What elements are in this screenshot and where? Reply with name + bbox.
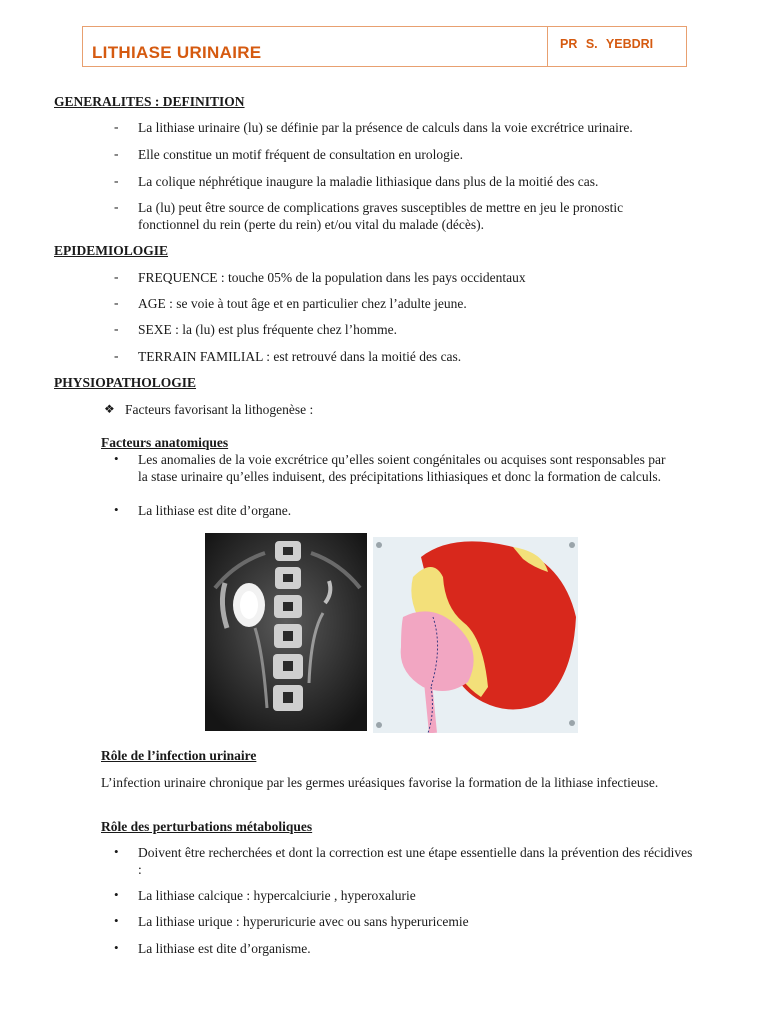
section-heading-epidemiologie: EPIDEMIOLOGIE: [54, 243, 169, 258]
list-item: La colique néphrétique inaugure la maladie lithiasique dans plus de la moitié des cas.: [138, 174, 599, 189]
list-item: Les anomalies de la voie excrétrice qu’elles soient congénitales ou acquises sont responsables par la stase urinaire qu’elles induisent, des précipitations lithiasiques et donc la formation de calculs.: [138, 452, 666, 484]
list-item: La lithiase urinaire (lu) se définie par la présence de calculs dans la voie excrétrice urinaire.: [138, 120, 633, 135]
dash-marker: -: [114, 348, 119, 363]
bullet-marker: •: [114, 913, 119, 928]
document-title: LITHIASE URINAIRE: [83, 27, 548, 66]
bullet-marker: •: [114, 451, 119, 466]
dash-marker: -: [114, 199, 119, 214]
section-heading-physiopathologie: PHYSIOPATHOLOGIE: [54, 375, 197, 390]
urography-xray-image: [205, 533, 367, 731]
dash-marker: -: [114, 119, 119, 134]
dash-marker: -: [114, 321, 119, 336]
subsection-intro: Facteurs favorisant la lithogenèse :: [125, 402, 314, 417]
list-item: La lithiase urique : hyperuricurie avec ou sans hyperuricemie: [138, 914, 469, 929]
list-item: La (lu) peut être source de complications graves susceptibles de mettre en jeu le pronostic fonctionnel du rein (perte du rein) et/ou vital du malade (décès).: [138, 200, 624, 232]
bullet-marker: •: [114, 844, 119, 859]
paragraph-infection: L’infection urinaire chronique par les germes uréasiques favorise la formation de la lithiase infectieuse.: [101, 775, 659, 790]
bullet-marker: •: [114, 502, 119, 517]
kidney-illustration-image: [373, 537, 578, 733]
section-heading-generalites: GENERALITES : DEFINITION: [54, 94, 245, 109]
subheading-metaboliques: Rôle des perturbations métaboliques: [101, 819, 313, 834]
list-item: La lithiase est dite d’organisme.: [138, 941, 311, 956]
document-header: [82, 26, 687, 67]
bullet-marker: •: [114, 940, 119, 955]
dash-marker: -: [114, 295, 119, 310]
subheading-infection: Rôle de l’infection urinaire: [101, 748, 257, 763]
dash-marker: -: [114, 173, 119, 188]
list-item: Doivent être recherchées et dont la correction est une étape essentielle dans la prévention des récidives :: [138, 845, 693, 877]
subheading-anatomiques: Facteurs anatomiques: [101, 435, 229, 450]
document-author: PR S. YEBDRI: [560, 36, 654, 51]
list-item: FREQUENCE : touche 05% de la population dans les pays occidentaux: [138, 270, 526, 285]
bullet-marker: •: [114, 887, 119, 902]
list-item: AGE : se voie à tout âge et en particulier chez l’adulte jeune.: [138, 296, 467, 311]
dash-marker: -: [114, 269, 119, 284]
list-item: La lithiase calcique : hypercalciurie , hyperoxalurie: [138, 888, 416, 903]
list-item: Elle constitue un motif fréquent de consultation en urologie.: [138, 147, 464, 162]
dash-marker: -: [114, 146, 119, 161]
list-item: La lithiase est dite d’organe.: [138, 503, 292, 518]
list-item: SEXE : la (lu) est plus fréquente chez l’homme.: [138, 322, 398, 337]
diamond-bullet-icon: ❖: [104, 402, 115, 416]
list-item: TERRAIN FAMILIAL : est retrouvé dans la moitié des cas.: [138, 349, 462, 364]
